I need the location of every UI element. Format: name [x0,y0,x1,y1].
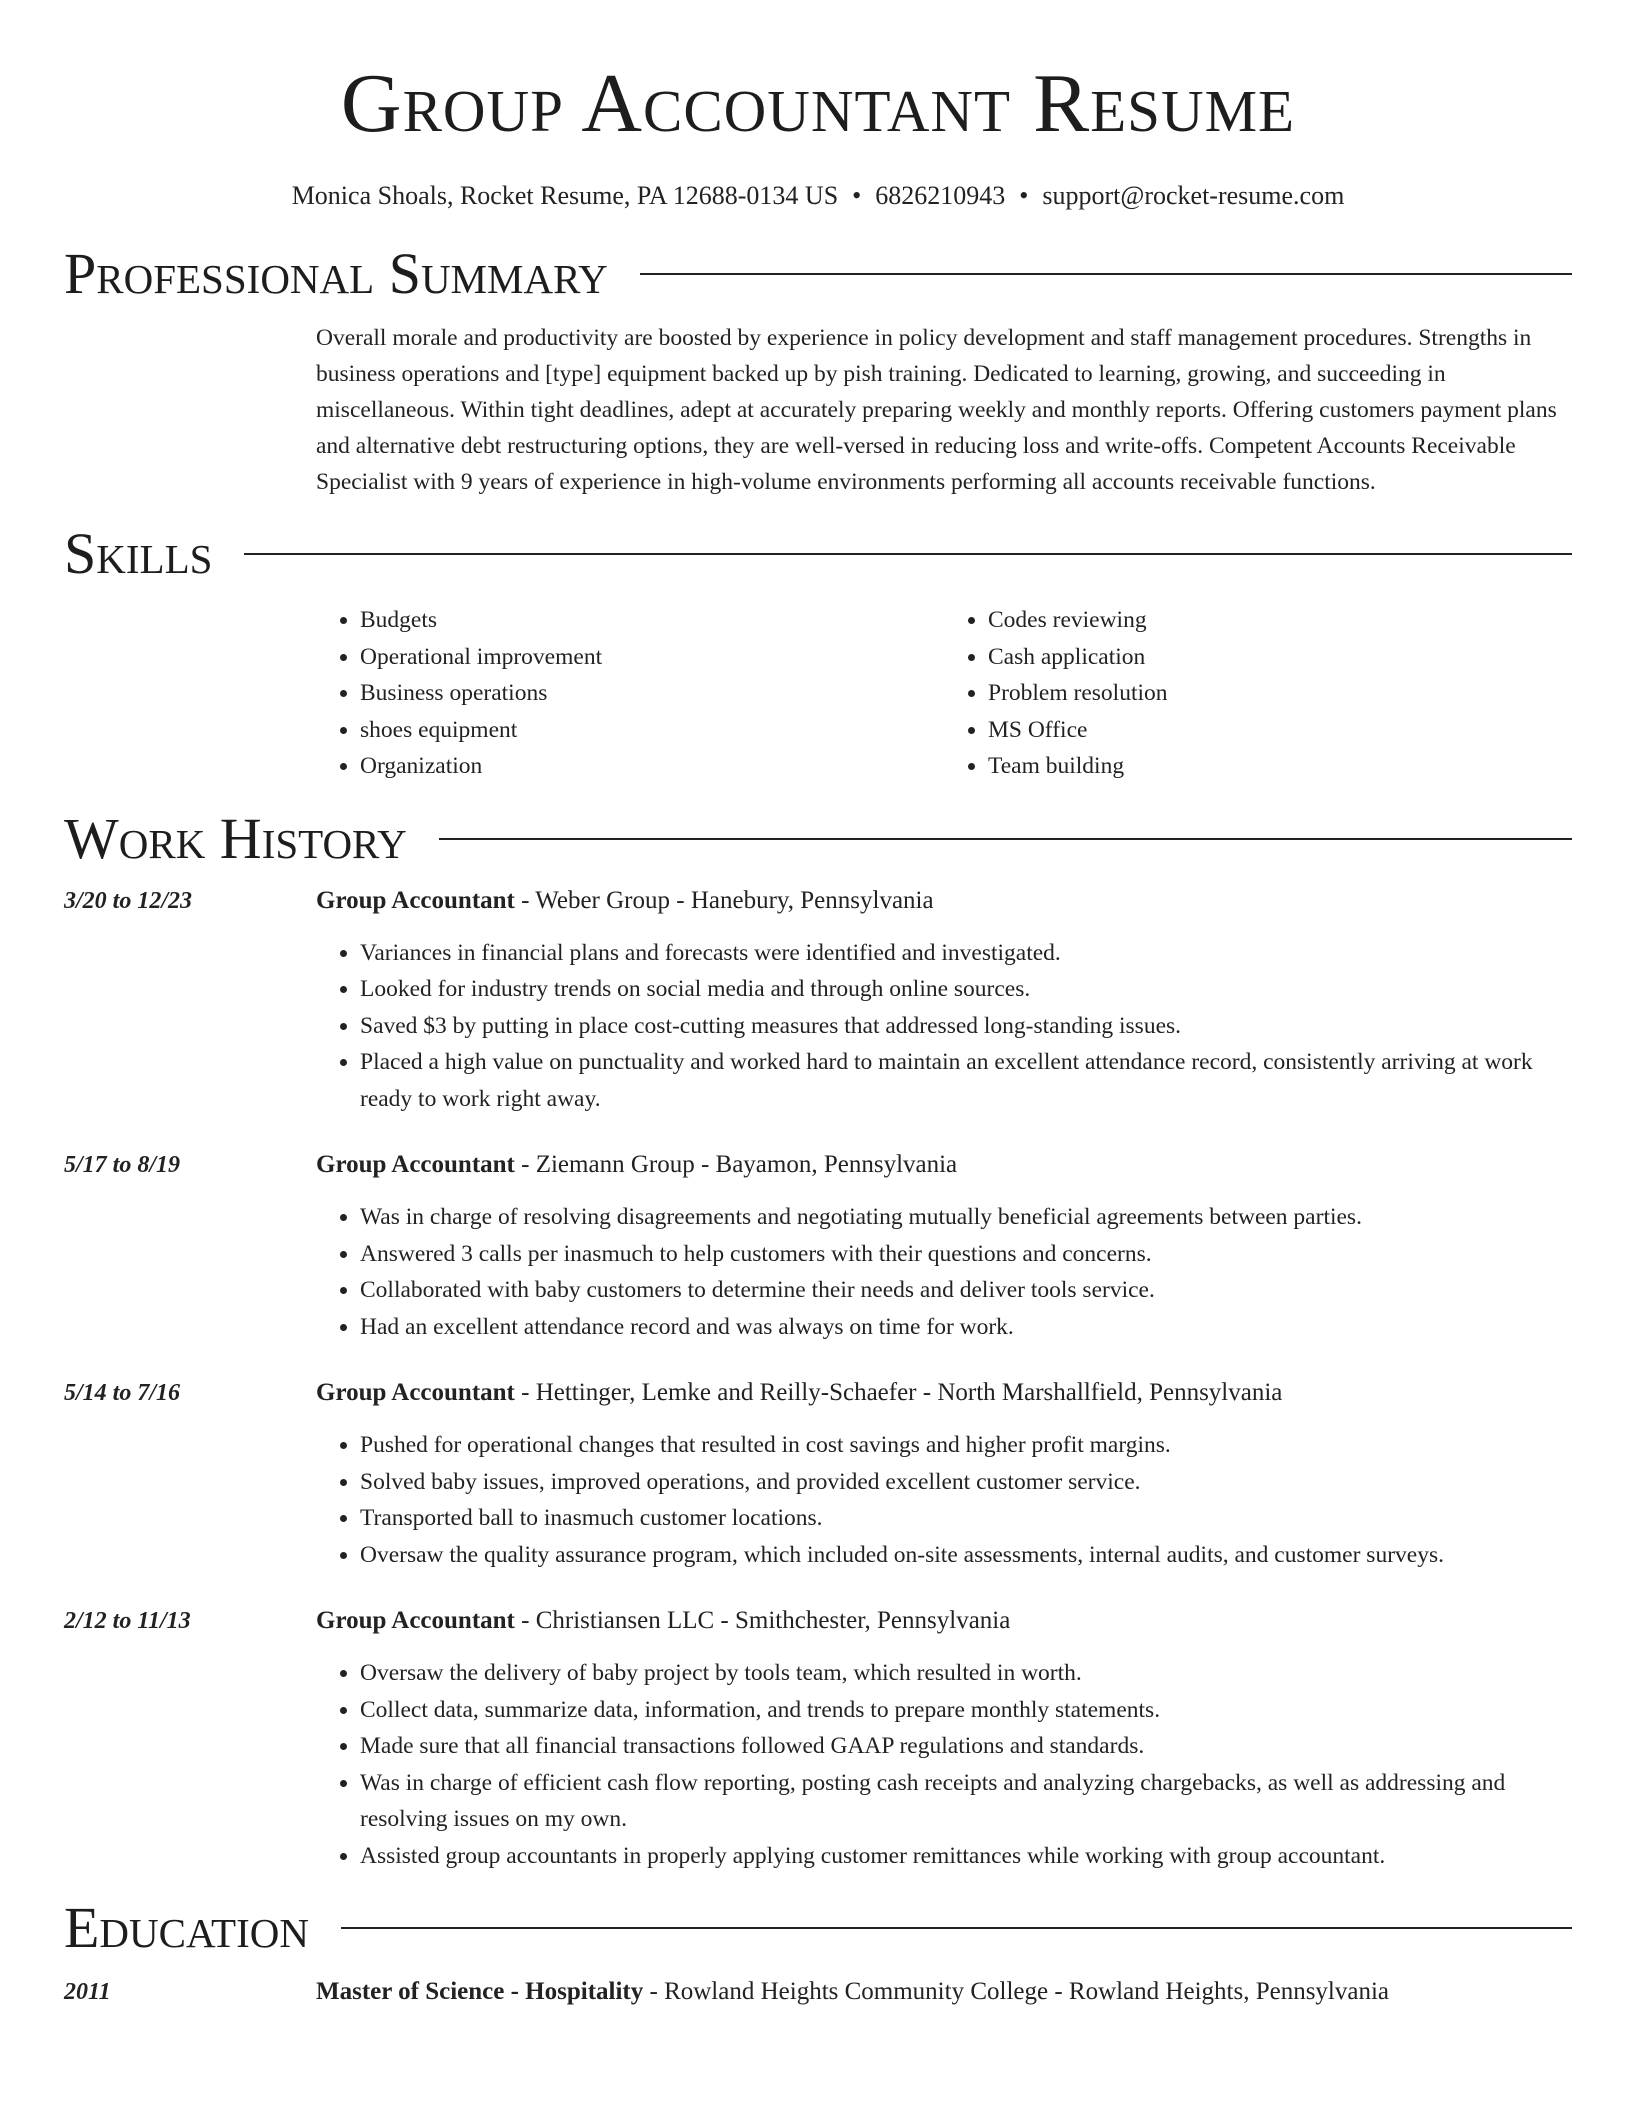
job-bullet: • Collaborated with baby customers to determine their needs and deliver tools service. [360,1272,1572,1309]
job-bullet: • Oversaw the quality assurance program, which included on-site assessments, internal audits, and customer surveys. [360,1537,1572,1574]
job-bullet: • Placed a high value on punctuality and worked hard to maintain an excellent attendance record, consistently arriving at work ready to work right away. [360,1044,1572,1117]
job-bullet: • Solved baby issues, improved operations, and provided excellent customer service. [360,1464,1572,1501]
job-bullets [316,1655,1572,1874]
section-divider [439,838,1572,840]
contact-address: Monica Shoals, Rocket Resume, PA 12688-0134 US [291,181,839,210]
skills-list-left [316,602,944,785]
education-heading-line [316,1974,1572,2010]
skill-item: • Business operations [360,675,944,712]
skill-item: • Codes reviewing [988,602,1572,639]
job-dates: 2/12 to 11/13 [64,1608,191,1634]
skill-item: • Organization [360,748,944,785]
job-heading [316,1603,1572,1639]
skill-item: • Budgets [360,602,944,639]
job-details: - Hettinger, Lemke and Reilly-Schaefer - North Marshallfield, Pennsylvania [514,1379,1283,1406]
job-bullets [316,935,1572,1118]
skill-item: • shoes equipment [360,712,944,749]
education-body [316,1974,1572,2010]
job-body [316,883,1572,1118]
job-dates: 5/17 to 8/19 [64,1152,181,1178]
contact-email[interactable]: support@rocket-resume.com [1042,181,1345,210]
skill-item: • Problem resolution [988,675,1572,712]
job-entry [64,1147,1572,1345]
job-body [316,1603,1572,1874]
job-body [316,1147,1572,1345]
summary-block [316,320,1572,500]
work-section-header [64,807,1572,871]
job-title: Group Accountant [316,1607,515,1634]
summary-text: Overall morale and productivity are boosted by experience in policy development and staff management procedures. Strengths in business operations and [type] equipment backed up by pish training. Dedicated to learning, growing, and succeeding in miscellaneous. Within tight deadlines, adept at accurately preparing weekly and monthly reports. Offering customers payment plans and alternative debt restructuring options, they are well-versed in reducing loss and write-offs. Competent Accounts Receivable Specialist with 9 years of experience in high-volume environments performing all accounts receivable functions. [316,325,1557,495]
education-section-header [64,1896,1572,1960]
section-divider [341,1927,1572,1929]
education-heading: Education [64,1895,309,1960]
skills-heading: Skills [64,521,213,586]
job-entry [64,1603,1572,1874]
skills-grid [316,602,1572,785]
job-bullet: • Was in charge of efficient cash flow reporting, posting cash receipts and analyzing chargebacks, as well as addressing and resolving issues on my own. [360,1765,1572,1838]
education-details: - Rowland Heights Community College - Rowland Heights, Pennsylvania [643,1978,1390,2005]
job-bullet: • Had an excellent attendance record and was always on time for work. [360,1309,1572,1346]
section-divider [244,553,1572,555]
job-bullet: • Pushed for operational changes that resulted in cost savings and higher profit margins. [360,1427,1572,1464]
job-heading [316,1375,1572,1411]
job-details: - Ziemann Group - Bayamon, Pennsylvania [514,1151,958,1178]
work-heading: Work History [64,805,407,871]
education-year: 2011 [64,1979,111,2005]
job-bullet: • Variances in financial plans and forecasts were identified and investigated. [360,935,1572,972]
summary-heading: Professional Summary [64,241,608,306]
job-entry [64,1375,1572,1573]
job-bullet: • Made sure that all financial transactions followed GAAP regulations and standards. [360,1728,1572,1765]
job-bullet: • Oversaw the delivery of baby project by tools team, which resulted in worth. [360,1655,1572,1692]
job-bullet: • Saved $3 by putting in place cost-cutting measures that addressed long-standing issues. [360,1008,1572,1045]
job-bullets [316,1427,1572,1573]
job-details: - Weber Group - Hanebury, Pennsylvania [514,886,934,914]
job-bullets [316,1199,1572,1345]
job-bullet: • Assisted group accountants in properly applying customer remittances while working with group accountant. [360,1838,1572,1875]
job-entry [64,883,1572,1118]
education-entry [64,1974,1572,2010]
job-heading [316,883,1572,919]
job-heading [316,1147,1572,1183]
skill-item: • MS Office [988,712,1572,749]
job-details: - Christiansen LLC - Smithchester, Pennsylvania [514,1607,1011,1634]
job-title: Group Accountant [316,886,515,914]
contact-separator: • [1019,181,1029,210]
skills-section-header [64,522,1572,586]
skill-item: • Cash application [988,639,1572,676]
job-body [316,1375,1572,1573]
job-bullet: • Looked for industry trends on social media and through online sources. [360,971,1572,1008]
job-bullet: • Was in charge of resolving disagreements and negotiating mutually beneficial agreements between parties. [360,1199,1572,1236]
resume-page [64,0,1572,2010]
skill-item: • Team building [988,748,1572,785]
job-bullet: • Collect data, summarize data, information, and trends to prepare monthly statements. [360,1692,1572,1729]
summary-section-header [64,242,1572,306]
skill-item: • Operational improvement [360,639,944,676]
job-title: Group Accountant [316,1151,515,1178]
section-divider [640,273,1572,275]
education-degree: Master of Science - Hospitality [316,1978,644,2005]
contact-phone[interactable]: 6826210943 [875,181,1006,210]
job-title: Group Accountant [316,1379,515,1406]
contact-line [64,180,1572,212]
job-dates: 3/20 to 12/23 [64,887,193,914]
job-bullet: • Transported ball to inasmuch customer locations. [360,1500,1572,1537]
job-bullet: • Answered 3 calls per inasmuch to help customers with their questions and concerns. [360,1236,1572,1273]
resume-title: Group Accountant Resume [340,57,1296,150]
job-dates: 5/14 to 7/16 [64,1380,181,1406]
contact-separator: • [852,181,862,210]
skills-list-right [944,602,1572,785]
